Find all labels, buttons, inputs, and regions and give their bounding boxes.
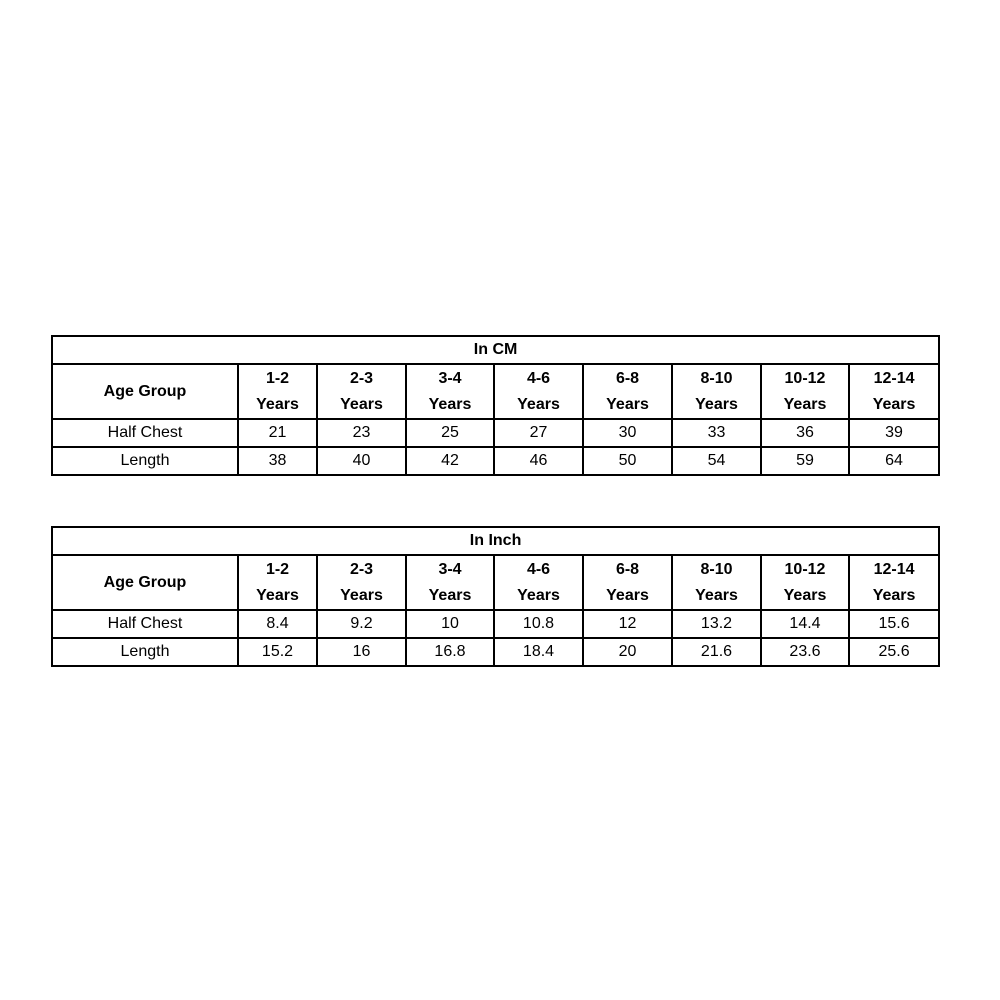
measurement-cell: 40 xyxy=(317,447,406,475)
table-body xyxy=(52,610,939,666)
table-row xyxy=(52,638,939,666)
table-row xyxy=(52,419,939,447)
measurement-cell: 16.8 xyxy=(406,638,494,666)
age-range: 6-8 xyxy=(615,560,640,578)
age-range: 10-12 xyxy=(784,369,826,387)
age-range: 8-10 xyxy=(700,369,733,387)
age-column-header xyxy=(494,364,583,419)
row-label: Length xyxy=(52,447,238,475)
age-column-header xyxy=(672,555,761,610)
age-column-header xyxy=(317,364,406,419)
age-column-header xyxy=(583,364,672,419)
measurement-cell: 59 xyxy=(761,447,849,475)
age-unit: Years xyxy=(695,395,738,413)
age-unit: Years xyxy=(872,395,916,413)
table-body xyxy=(52,419,939,475)
age-range: 12-14 xyxy=(873,369,915,387)
measurement-cell: 25.6 xyxy=(849,638,939,666)
age-column-header xyxy=(583,555,672,610)
measurement-cell: 23 xyxy=(317,419,406,447)
measurement-cell: 38 xyxy=(238,447,317,475)
measurement-cell: 12 xyxy=(583,610,672,638)
measurement-cell: 27 xyxy=(494,419,583,447)
age-range: 3-4 xyxy=(438,369,462,387)
measurement-cell: 14.4 xyxy=(761,610,849,638)
age-column-header xyxy=(238,364,317,419)
measurement-cell: 10 xyxy=(406,610,494,638)
age-range: 4-6 xyxy=(526,369,551,387)
measurement-cell: 15.2 xyxy=(238,638,317,666)
age-column-header xyxy=(494,555,583,610)
measurement-cell: 9.2 xyxy=(317,610,406,638)
age-unit: Years xyxy=(340,586,383,604)
measurement-cell: 21.6 xyxy=(672,638,761,666)
age-unit: Years xyxy=(428,586,472,604)
table-title: In CM xyxy=(52,336,939,364)
table-title: In Inch xyxy=(52,527,939,555)
age-column-header xyxy=(761,364,849,419)
age-range: 1-2 xyxy=(265,369,290,387)
row-label: Length xyxy=(52,638,238,666)
age-group-label: Age Group xyxy=(52,364,238,419)
age-header-row xyxy=(52,555,939,610)
age-range: 4-6 xyxy=(526,560,551,578)
age-range: 1-2 xyxy=(265,560,290,578)
measurement-cell: 64 xyxy=(849,447,939,475)
measurement-cell: 46 xyxy=(494,447,583,475)
age-unit: Years xyxy=(428,395,472,413)
age-range: 3-4 xyxy=(438,560,462,578)
table-title-row xyxy=(52,336,939,364)
measurement-cell: 18.4 xyxy=(494,638,583,666)
measurement-cell: 23.6 xyxy=(761,638,849,666)
row-label: Half Chest xyxy=(52,419,238,447)
measurement-cell: 21 xyxy=(238,419,317,447)
measurement-cell: 13.2 xyxy=(672,610,761,638)
measurement-cell: 50 xyxy=(583,447,672,475)
age-column-header xyxy=(761,555,849,610)
age-range: 10-12 xyxy=(784,560,826,578)
age-unit: Years xyxy=(517,395,560,413)
age-column-header xyxy=(849,555,939,610)
age-column-header xyxy=(238,555,317,610)
age-unit: Years xyxy=(517,586,560,604)
age-unit: Years xyxy=(783,395,827,413)
age-unit: Years xyxy=(256,395,299,413)
table-title-row xyxy=(52,527,939,555)
age-header-row xyxy=(52,364,939,419)
age-range: 6-8 xyxy=(615,369,640,387)
age-column-header xyxy=(672,364,761,419)
measurement-cell: 42 xyxy=(406,447,494,475)
age-column-header xyxy=(849,364,939,419)
age-column-header xyxy=(406,555,494,610)
table-row xyxy=(52,447,939,475)
age-unit: Years xyxy=(783,586,827,604)
measurement-cell: 30 xyxy=(583,419,672,447)
age-unit: Years xyxy=(256,586,299,604)
age-range: 2-3 xyxy=(349,560,374,578)
measurement-cell: 39 xyxy=(849,419,939,447)
age-unit: Years xyxy=(872,586,916,604)
measurement-cell: 15.6 xyxy=(849,610,939,638)
age-range: 8-10 xyxy=(700,560,733,578)
age-range: 12-14 xyxy=(873,560,915,578)
age-column-header xyxy=(317,555,406,610)
age-group-label: Age Group xyxy=(52,555,238,610)
age-unit: Years xyxy=(606,395,649,413)
measurement-cell: 10.8 xyxy=(494,610,583,638)
measurement-cell: 8.4 xyxy=(238,610,317,638)
age-column-header xyxy=(406,364,494,419)
measurement-cell: 25 xyxy=(406,419,494,447)
row-label: Half Chest xyxy=(52,610,238,638)
size-table-cm xyxy=(51,335,940,476)
size-table-inch xyxy=(51,526,940,667)
measurement-cell: 54 xyxy=(672,447,761,475)
age-range: 2-3 xyxy=(349,369,374,387)
measurement-cell: 33 xyxy=(672,419,761,447)
age-unit: Years xyxy=(340,395,383,413)
measurement-cell: 36 xyxy=(761,419,849,447)
table-row xyxy=(52,610,939,638)
age-unit: Years xyxy=(606,586,649,604)
measurement-cell: 16 xyxy=(317,638,406,666)
measurement-cell: 20 xyxy=(583,638,672,666)
age-unit: Years xyxy=(695,586,738,604)
